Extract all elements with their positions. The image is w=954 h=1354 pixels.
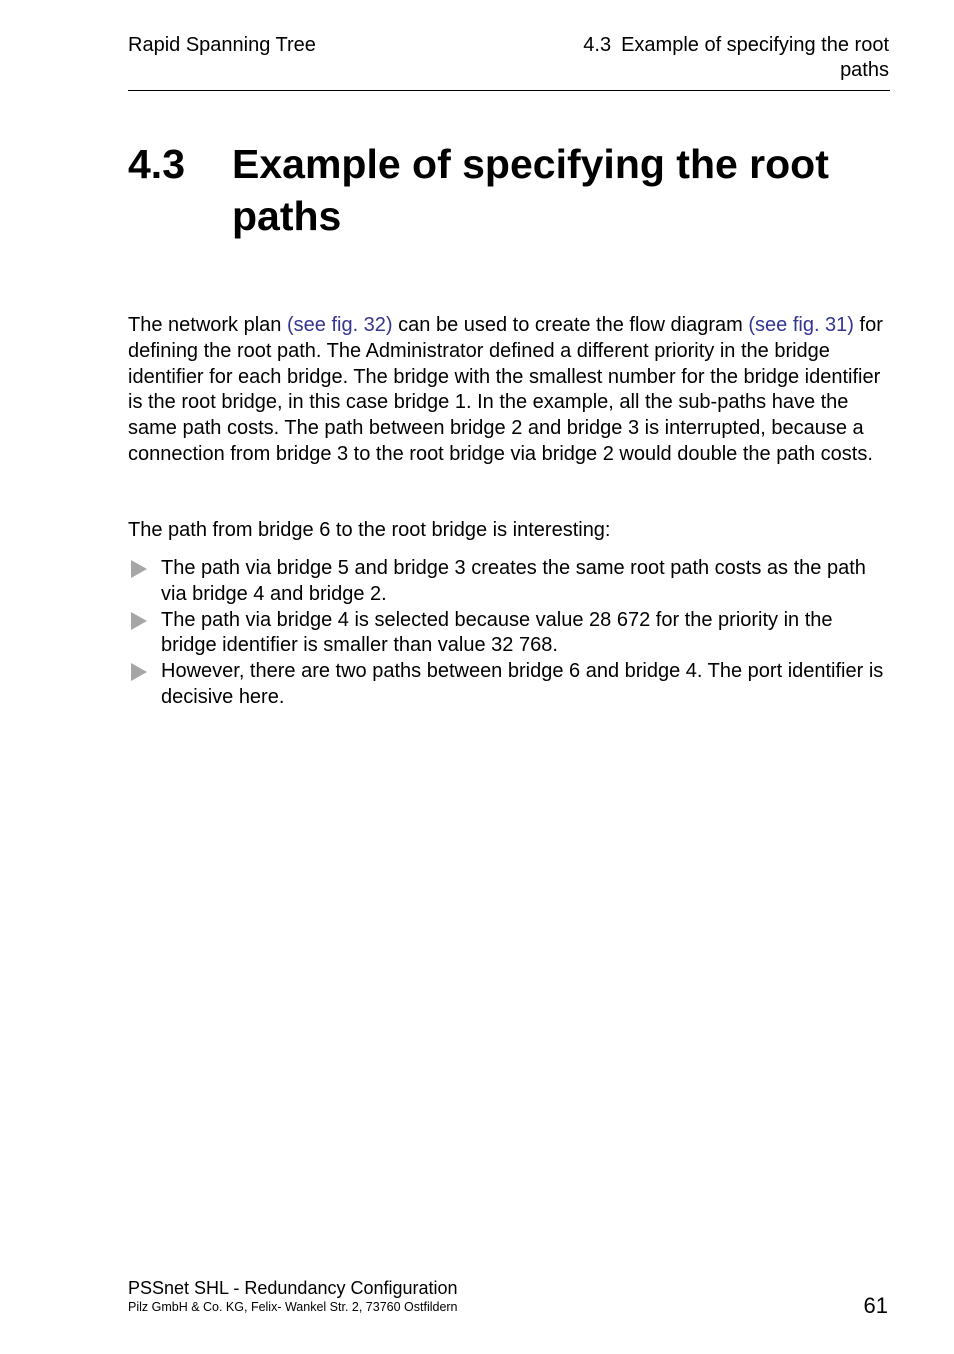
triangle-bullet-icon: [131, 560, 147, 578]
list-item-text: However, there are two paths between bridge 6 and bridge 4. The port identifier is decisive here.: [161, 660, 884, 708]
intro-text-part2: can be used to create the flow diagram: [392, 314, 749, 336]
running-header-section-number: 4.3: [583, 34, 612, 56]
link-see-fig-32[interactable]: (see fig. 32): [286, 314, 393, 336]
bullet-list: [128, 556, 892, 711]
section-heading-text: Example of specifying the root paths: [232, 141, 829, 239]
section-heading-number: 4.3: [128, 141, 185, 187]
link-see-fig-31[interactable]: (see fig. 31): [748, 314, 854, 336]
running-header-chapter: Rapid Spanning Tree: [128, 34, 316, 56]
list-item-text: The path via bridge 4 is selected because value 28 672 for the priority in the bridge identifier is smaller than value 32 768.: [161, 608, 833, 657]
list-item-text: The path via bridge 5 and bridge 3 creates the same root path costs as the path via bridge 4 and bridge 2.: [161, 557, 866, 605]
intro-paragraph: [128, 313, 892, 468]
running-header-section-title-line1: Example of specifying the root: [621, 34, 889, 56]
footer-document-title: PSSnet SHL - Redundancy Configuration: [128, 1278, 458, 1298]
triangle-bullet-icon: [131, 663, 147, 681]
list-item: [128, 556, 892, 608]
page-number: 61: [863, 1293, 888, 1318]
intro-text-part3: for defining the root path. The Administrator defined a different priority in the bridge identifier for each bridge. The bridge with the smallest number for the bridge identifier is the root bridge, in this case bridge 1. In the example, all the sub-paths have the same path costs. The path between bridge 2 and bridge 3 is interrupted, because a connection from bridge 3 to the root bridge via bridge 2 would double the path costs.: [128, 314, 883, 465]
list-item: [128, 608, 892, 660]
running-header-section-title-line2: paths: [840, 59, 889, 81]
header-divider: [128, 90, 890, 91]
bridge6-paragraph: The path from bridge 6 to the root bridge is interesting:: [128, 519, 611, 541]
triangle-bullet-icon: [131, 612, 147, 630]
section-heading: [128, 138, 890, 242]
footer-company-address: Pilz GmbH & Co. KG, Felix- Wankel Str. 2, 73760 Ostfildern: [128, 1300, 458, 1314]
list-item: [128, 659, 892, 711]
intro-text-part1: The network plan: [128, 314, 287, 336]
running-header-section: [469, 33, 889, 83]
